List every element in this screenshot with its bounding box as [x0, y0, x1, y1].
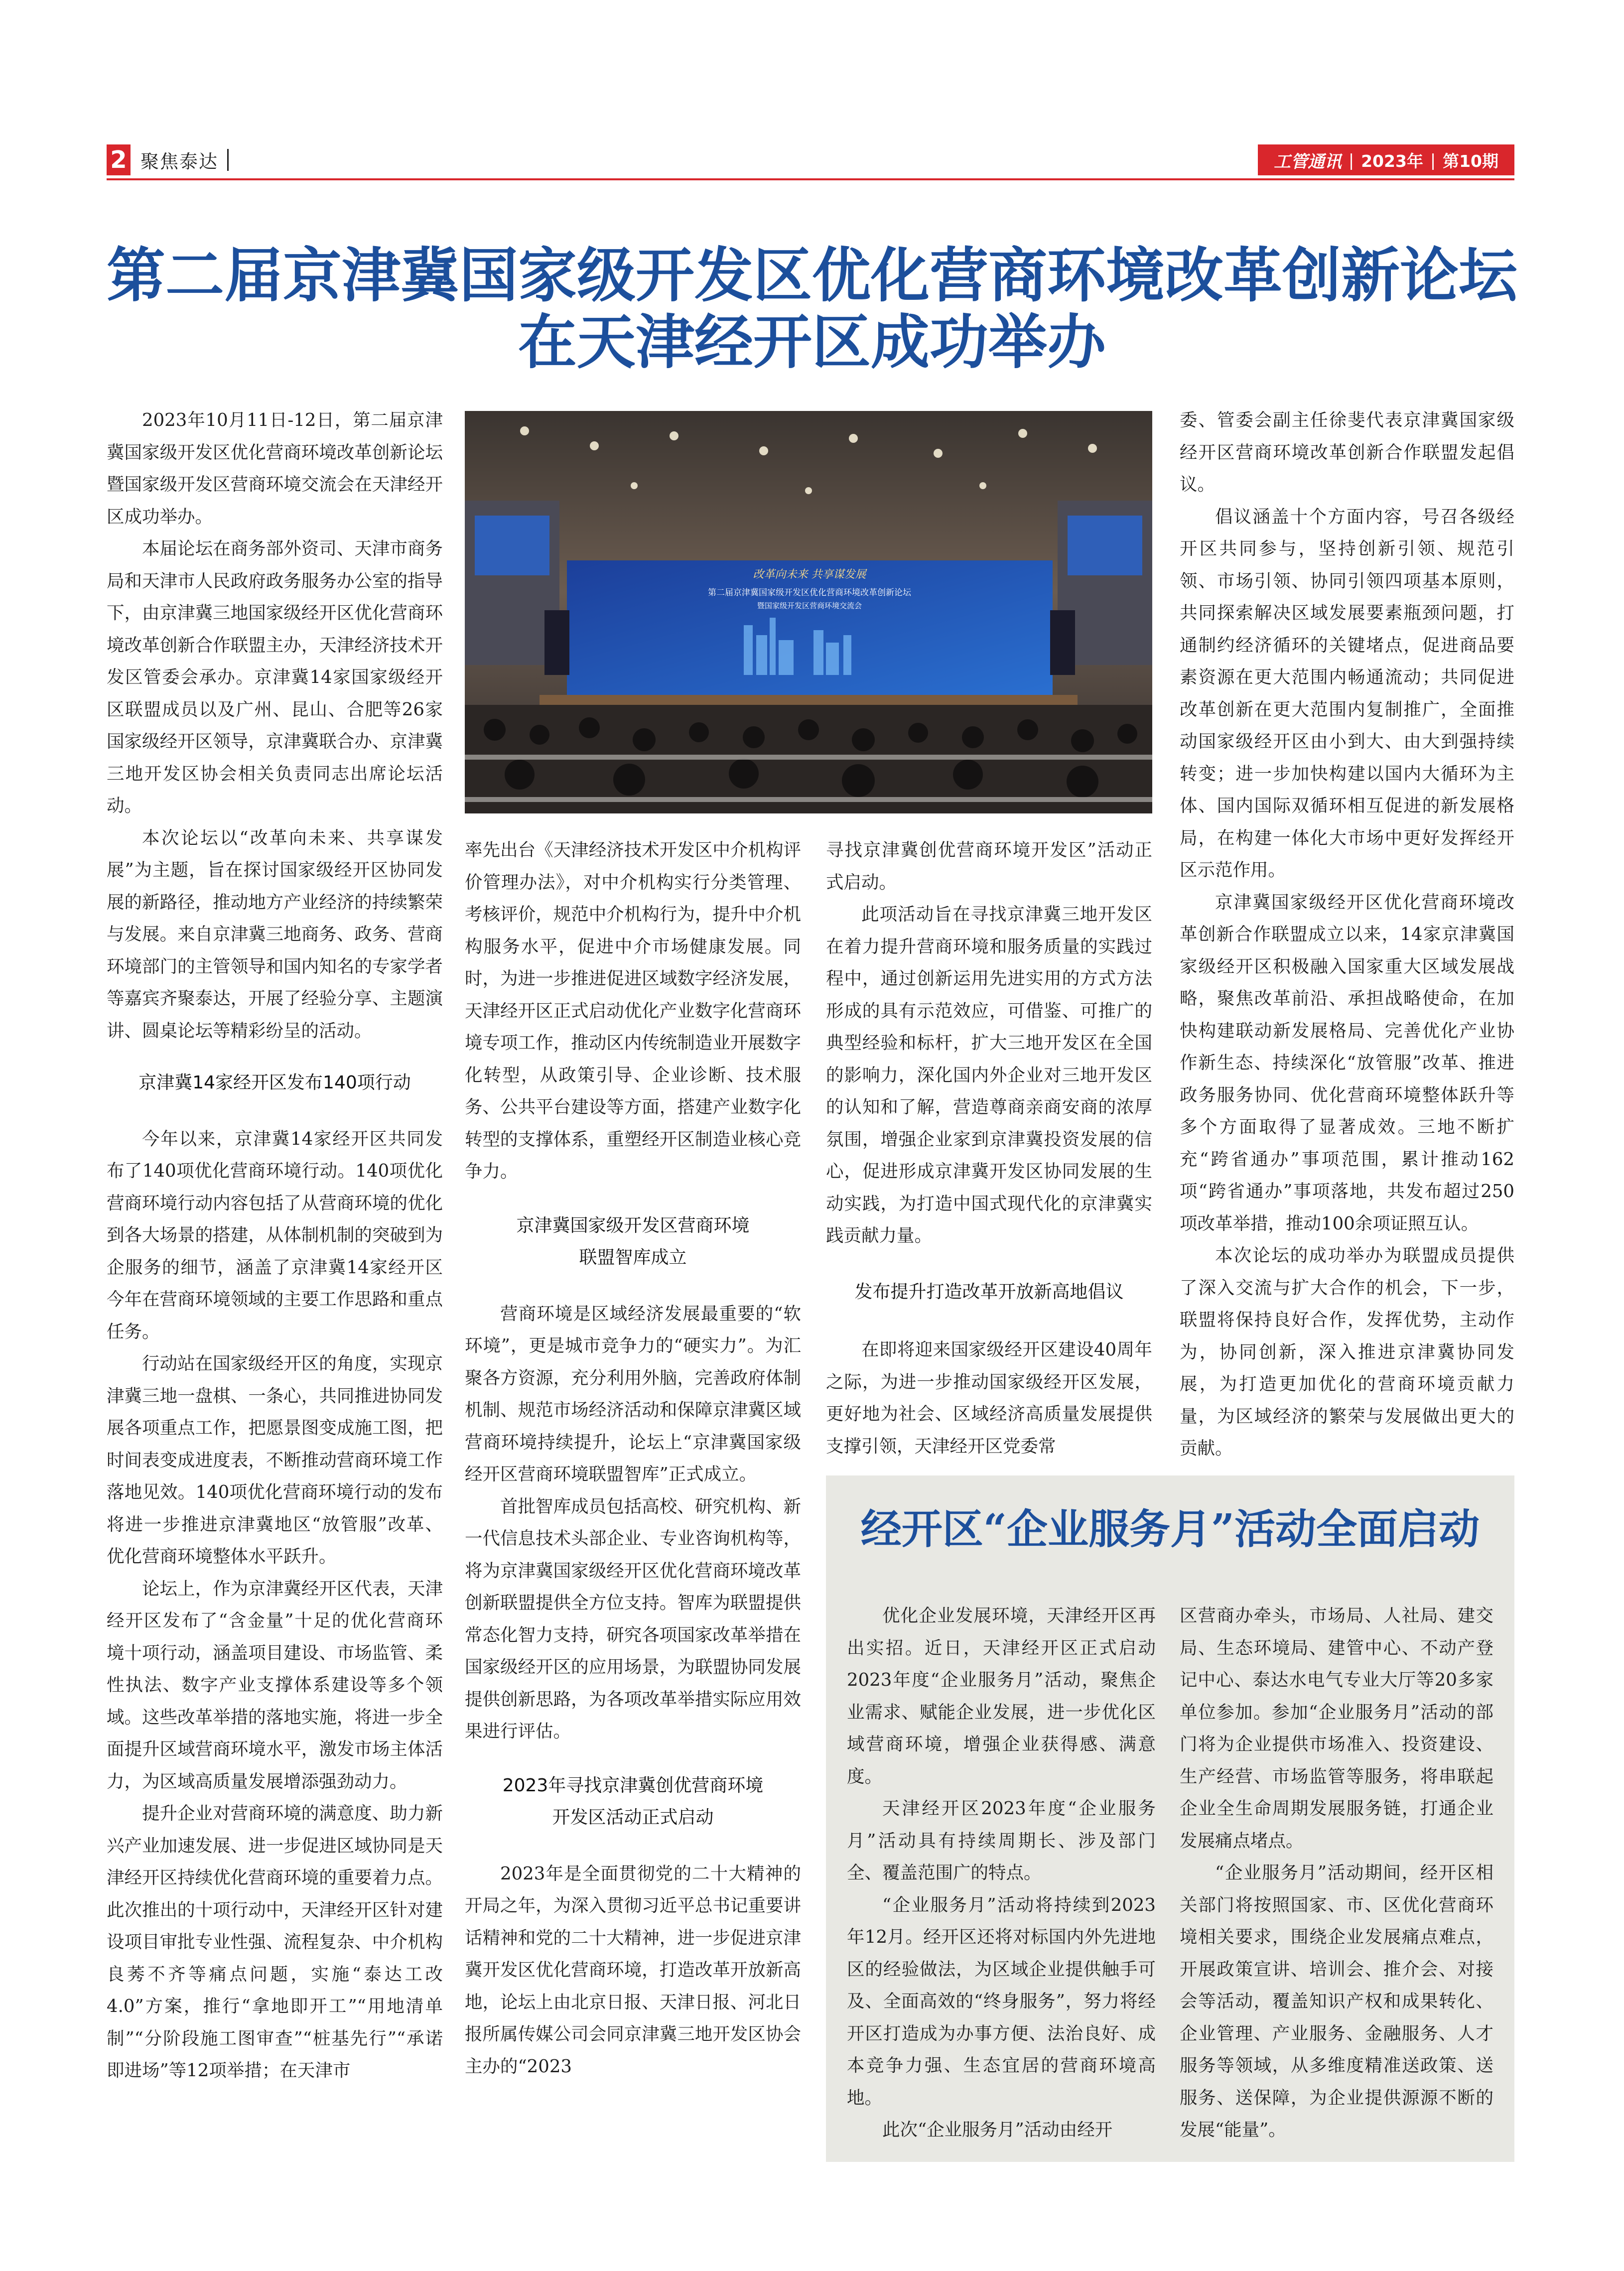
header-divider: [227, 149, 229, 171]
paragraph: 行动站在国家级经开区的角度，实现京津冀三地一盘棋、一条心，共同推进协同发展各项重点工作，把愿景图变成施工图，把时间表变成进度表，不断推动营商环境工作落地见效。140项优化营商环境行动的发布将进一步推进京津冀地区“放管服”改革、优化营商环境整体水平跃升。: [107, 1353, 443, 1567]
subheading-think-tank-1: 京津冀国家级开发区营商环境: [516, 1215, 750, 1236]
paragraph-continued: 委、管委会副主任徐斐代表京津冀国家级经开区营商环境改革创新合作联盟发起倡议。: [1180, 410, 1514, 495]
forum-photo: [465, 411, 1152, 813]
paragraph: 营商环境是区域经济发展最重要的“软环境”，更是城市竞争力的“硬实力”。为汇聚各方资源，充分利用外脑，完善政府体制机制、规范市场经济活动和保障京津冀区域营商环境持续提升，论坛上“京津冀国家级经开区营商环境联盟智库”正式成立。: [465, 1303, 801, 1484]
column-4: [1180, 404, 1514, 1465]
article-title-line-2: 在天津经开区成功举办: [518, 307, 1106, 377]
service-month-box: [826, 1475, 1514, 2162]
paragraph: 首批智库成员包括高校、研究机构、新一代信息技术头部企业、专业咨询机构等，将为京津冀国家级经开区优化营商环境改革创新联盟提供全方位支持。智库为联盟提供常态化智力支持，研究各项国家改革举措在国家级经开区的应用场景，为联盟协同发展提供创新思路，为各项改革举措实际应用效果进行评估。: [465, 1496, 801, 1741]
subheading-think-tank-2: 联盟智库成立: [579, 1247, 687, 1268]
box-title: 经开区“企业服务月”活动全面启动: [860, 1505, 1480, 1553]
screen-subtitle: 暨国家级开发区营商环境交流会: [757, 601, 862, 610]
paragraph-continued: 率先出台《天津经济技术开发区中介机构评价管理办法》，对中介机构实行分类管理、考核评价，规范中介机构行为，提升中介机构服务水平，促进中介市场健康发展。同时，为进一步推进促进区域数字经济发展，天津经开区正式启动优化产业数字化营商环境专项工作，推动区内传统制造业开展数字化转型，从政策引导、企业诊断、技术服务、公共平台建设等方面，搭建产业数字化转型的支撑体系，重塑经开区制造业核心竞争力。: [465, 840, 801, 1182]
paragraph: 优化企业发展环境，天津经开区再出实招。近日，天津经开区正式启动2023年度“企业服务月”活动，聚焦企业需求、赋能企业发展，进一步优化区域营商环境，增强企业获得感、满意度。: [847, 1605, 1156, 1787]
box-column-left: [847, 1600, 1156, 2146]
paragraph: “企业服务月”活动期间，经开区相关部门将按照国家、市、区优化营商环境相关要求，围绕企业发展痛点难点，开展政策宣讲、培训会、推介会、对接会等活动，覆盖知识产权和成果转化、企业管理、产业服务、金融服务、人才服务等领域，从多维度精准送政策、送服务、送保障，为企业提供源源不断的发展“能量”。: [1180, 1863, 1493, 2140]
paragraph: 今年以来，京津冀14家经开区共同发布了140项优化营商环境行动。140项优化营商环境行动内容包括了从营商环境的优化到各大场景的搭建，从体制机制的突破到为企服务的细节，涵盖了京津冀14家经开区今年在营商环境领域的主要工作思路和重点任务。: [107, 1128, 443, 1342]
paragraph: 倡议涵盖十个方面内容，号召各级经开区共同参与，坚持创新引领、规范引领、市场引领、协同引领四项基本原则，共同探索解决区域发展要素瓶颈问题，打通制约经济循环的关键堵点，促进商品要素资源在更大范围内畅通流动；共同促进改革创新在更大范围内复制推广，全面推动国家级经开区由小到大、由大到强持续转变；进一步加快构建以国内大循环为主体、国内国际双循环相互促进的新发展格局，在构建一体化大市场中更好发挥经开区示范作用。: [1180, 506, 1514, 880]
paragraph: 本次论坛的成功举办为联盟成员提供了深入交流与扩大合作的机会，下一步，联盟将保持良好合作，发挥优势，主动作为，协同创新，深入推进京津冀协同发展，为打造更加优化的营商环境贡献力量，为区域经济的繁荣与发展做出更大的贡献。: [1180, 1245, 1514, 1459]
paragraph: 本次论坛以“改革向未来、共享谋发展”为主题，旨在探讨国家级经开区协同发展的新路径，推动地方产业经济的持续繁荣与发展。来自京津冀三地商务、政务、营商环境部门的主管领导和国内知名的专家学者等嘉宾齐聚泰达，开展了经验分享、主题演讲、圆桌论坛等精彩纷呈的活动。: [107, 827, 443, 1041]
paragraph: 2023年是全面贯彻党的二十大精神的开局之年，为深入贯彻习近平总书记重要讲话精神和党的二十大精神，进一步促进京津冀开发区优化营商环境，打造改革开放新高地，论坛上由北京日报、天津日报、河北日报所属传媒公司会同京津冀三地开发区协会主办的“2023: [465, 1863, 801, 2077]
screen-title: 第二届京津冀国家级开发区优化营商环境改革创新论坛: [708, 588, 911, 598]
section-name: 聚焦泰达: [140, 151, 218, 172]
column-1: [107, 404, 443, 2087]
issue-year: 2023年: [1361, 151, 1423, 171]
column-3: [826, 834, 1152, 1463]
header-rule: [107, 178, 1514, 180]
screen-slogan: 改革向未来 共享谋发展: [753, 568, 866, 581]
running-header-left: [107, 144, 229, 175]
subheading-activity-2: 开发区活动正式启动: [552, 1807, 714, 1828]
subheading-activity-1: 2023年寻找京津冀创优营商环境: [502, 1775, 764, 1796]
paragraph: 此项活动旨在寻找京津冀三地开发区在着力提升营商环境和服务质量的实践过程中，通过创新运用先进实用的方式方法形成的具有示范效应，可借鉴、可推广的典型经验和标杆，扩大三地开发区在全国的影响力，深化国内外企业对三地开发区的认知和了解，营造尊商亲商安商的浓厚氛围，增强企业家到京津冀投资发展的信心，促进形成京津冀开发区协同发展的生动实践，为打造中国式现代化的京津冀实践贡献力量。: [826, 904, 1152, 1246]
paragraph: 天津经开区2023年度“企业服务月”活动具有持续周期长、涉及部门全、覆盖范围广的特点。: [847, 1798, 1156, 1883]
paragraph: 在即将迎来国家级经开区建设40周年之际，为进一步推动国家级经开区发展，更好地为社会、区域经济高质量发展提供支撑引领，天津经开区党委常: [826, 1339, 1152, 1457]
paragraph: 2023年10月11日-12日，第二届京津冀国家级开发区优化营商环境改革创新论坛暨国家级开发区营商环境交流会在天津经开区成功举办。: [107, 410, 443, 527]
paragraph: 提升企业对营商环境的满意度、助力新兴产业加速发展、进一步促进区域协同是天津经开区持续优化营商环境的重要着力点。此次推出的十项行动中，天津经开区针对建设项目审批专业性强、流程复杂、中介机构良莠不齐等痛点问题，实施“泰达工改4.0”方案，推行“拿地即开工”“用地清单制”“分阶段施工图审查”“桩基先行”“承诺即进场”等12项举措；在天津市: [107, 1803, 443, 2081]
subheading-140-actions: 京津冀14家经开区发布140项行动: [138, 1072, 411, 1093]
subheading-initiative: 发布提升打造改革开放新高地倡议: [854, 1281, 1124, 1302]
paragraph-continued: 寻找京津冀创优营商环境开发区”活动正式启动。: [826, 840, 1152, 893]
page-number: 2: [107, 144, 131, 175]
paragraph: 论坛上，作为京津冀经开区代表，天津经开区发布了“含金量”十足的优化营商环境十项行动，涵盖项目建设、市场监管、柔性执法、数字产业支撑体系建设等多个领域。这些改革举措的落地实施，将进一步全面提升区域营商环境水平，激发市场主体活力，为区域高质量发展增添强劲动力。: [107, 1578, 443, 1792]
paragraph: 京津冀国家级经开区优化营商环境改革创新合作联盟成立以来，14家京津冀国家级经开区积极融入国家重大区域发展战略，聚焦改革前沿、承担战略使命，在加快构建联动新发展格局、完善优化产业协作新生态、持续深化“放管服”改革、推进政务服务协同、优化营商环境整体跃升等多个方面取得了显著成效。三地不断扩充“跨省通办”事项范围，累计推动162项“跨省通办”事项落地，共发布超过250项改革举措，推动100余项证照互认。: [1180, 892, 1514, 1234]
paragraph: “企业服务月”活动将持续到2023年12月。经开区还将对标国内外先进地区的经验做法，为区域企业提供触手可及、全面高效的“终身服务”，努力将经开区打造成为办事方便、法治良好、成本竞争力强、生态宜居的营商环境高地。: [847, 1894, 1156, 2108]
paragraph: 此次“企业服务月”活动由经开: [882, 2120, 1113, 2140]
issue-number: 第10期: [1443, 151, 1499, 171]
running-header-right: 工管通讯 | 2023年 | 第10期: [1258, 144, 1514, 175]
publication-brand: 工管通讯: [1273, 151, 1342, 172]
paragraph: 本届论坛在商务部外资司、天津市商务局和天津市人民政府政务服务办公室的指导下，由京津冀三地国家级经开区优化营商环境改革创新合作联盟主办，天津经济技术开发区管委会承办。京津冀14家国家级经开区联盟成员以及广州、昆山、合肥等26家国家级经开区领导，京津冀联合办、京津冀三地开发区协会相关负责同志出席论坛活动。: [107, 538, 443, 816]
paragraph-continued: 区营商办牵头，市场局、人社局、建交局、生态环境局、建管中心、不动产登记中心、泰达水电气专业大厅等20多家单位参加。参加“企业服务月”活动的部门将为企业提供市场准入、投资建设、生产经营、市场监管等服务，将串联起企业全生命周期发展服务链，打通企业发展痛点堵点。: [1180, 1605, 1493, 1851]
article-title-line-1: 第二届京津冀国家级开发区优化营商环境改革创新论坛: [106, 241, 1517, 310]
column-2: [465, 834, 801, 2083]
box-column-right: [1180, 1600, 1493, 2146]
